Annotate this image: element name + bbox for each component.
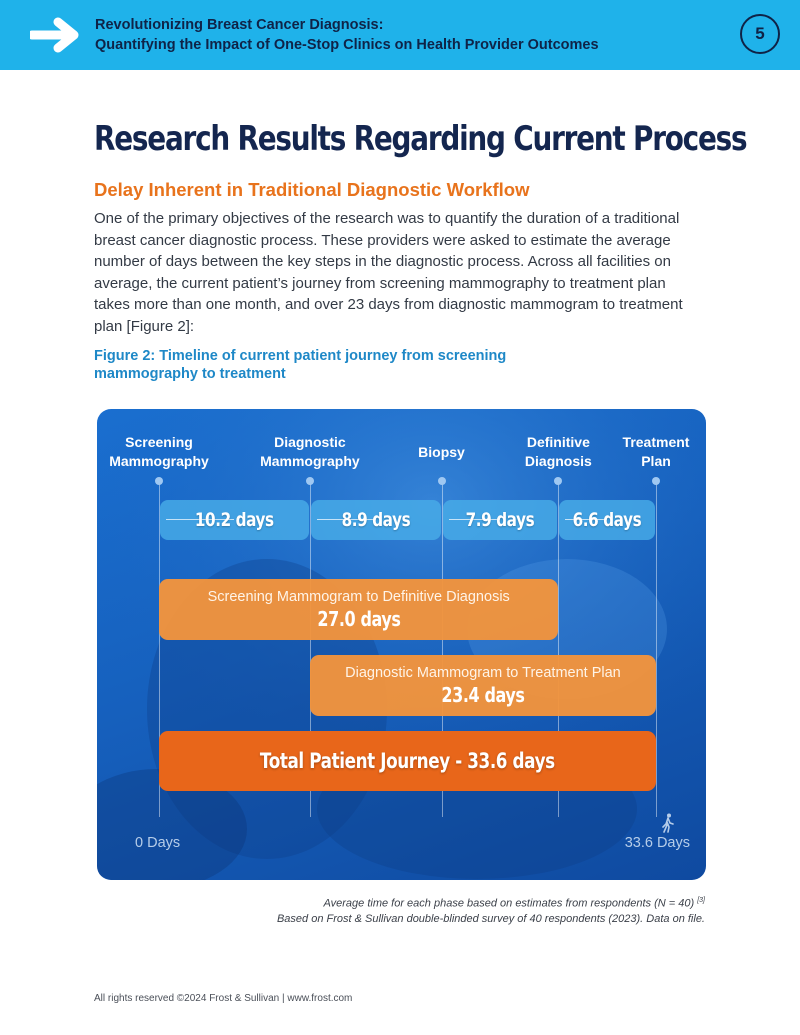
total-journey-label: Total Patient Journey - 33.6 days xyxy=(260,749,555,773)
stage-label-line2: Mammography xyxy=(260,453,360,469)
stage-label xyxy=(525,433,592,471)
stage-label-line2: Diagnosis xyxy=(524,453,592,469)
reference-marker: [3] xyxy=(697,897,705,904)
timeline-figure xyxy=(97,409,706,880)
segment-value-label: 6.6 days xyxy=(572,509,642,531)
stage-marker xyxy=(554,477,562,485)
stage-label xyxy=(109,433,209,471)
document-title xyxy=(95,15,599,55)
stage-marker xyxy=(652,477,660,485)
span-value-label: 27.0 days xyxy=(317,606,401,631)
document-title-line1: Revolutionizing Breast Cancer Diagnosis: xyxy=(95,17,384,33)
stage-label-line1: Biopsy xyxy=(418,444,465,460)
stage-label-line1: Diagnostic xyxy=(274,434,346,450)
segment-bar xyxy=(160,500,309,540)
arrow-right-icon xyxy=(30,17,80,53)
source-note-2: Based on Frost & Sullivan double-blinded survey of 40 respondents (2023). Data on file. xyxy=(276,913,705,925)
figure-caption-line1: Figure 2: Timeline of current patient journey from screening xyxy=(94,348,507,364)
axis-end-label: 33.6 Days xyxy=(624,835,690,851)
segment-value-label: 10.2 days xyxy=(195,509,274,531)
person-walking-icon xyxy=(660,813,676,833)
stage-marker xyxy=(155,477,163,485)
page-title: Research Results Regarding Current Process xyxy=(94,119,747,159)
total-journey-bar xyxy=(159,731,656,791)
stage-label-line1: Screening xyxy=(125,434,193,450)
stage-label xyxy=(418,443,465,462)
span-value-label: 23.4 days xyxy=(441,682,525,707)
segment-value-label: 7.9 days xyxy=(465,509,535,531)
stage-label-line1: Definitive xyxy=(526,434,590,450)
span-bar xyxy=(310,655,656,716)
timeline-chart xyxy=(97,409,706,880)
stage-label-line2: Mammography xyxy=(109,453,209,469)
section-heading: Delay Inherent in Traditional Diagnostic Workflow xyxy=(94,179,530,200)
segment-bar xyxy=(559,500,655,540)
footer-copyright: All rights reserved ©2024 Frost & Sullivan | www.frost.com xyxy=(94,993,353,1004)
stage-label xyxy=(623,433,690,471)
span-bar xyxy=(159,579,558,640)
span-label: Diagnostic Mammogram to Treatment Plan xyxy=(345,664,621,681)
segment-value-label: 8.9 days xyxy=(341,509,411,531)
stage-marker xyxy=(306,477,314,485)
segment-bar xyxy=(311,500,441,540)
stage-label-line2: Plan xyxy=(641,453,671,469)
page-number: 5 xyxy=(740,14,780,54)
figure-caption xyxy=(94,348,564,383)
stage-label-line1: Treatment xyxy=(622,434,690,450)
source-note-1-text: Average time for each phase based on estimates from respondents (N = 40) xyxy=(323,897,695,910)
stage-marker xyxy=(438,477,446,485)
span-label: Screening Mammogram to Definitive Diagnosis xyxy=(207,588,510,605)
segment-bar xyxy=(443,500,558,540)
stage-label xyxy=(260,433,360,471)
stage-gridline xyxy=(656,481,657,817)
axis-start-label: 0 Days xyxy=(135,835,181,851)
header-banner xyxy=(0,0,800,70)
body-paragraph: One of the primary objectives of the research was to quantify the duration of a traditional breast cancer diagnostic process. These providers were asked to estimate the average number of days between the key steps in the diagnostic process. Across all facilities on average, the current patient’s journey from screening mammography to treatment plan takes more than one month, and over 23 days from diagnostic mammogram to treatment plan [Figure 2]: xyxy=(94,210,683,335)
source-note-1 xyxy=(324,897,706,910)
document-title-line2: Quantifying the Impact of One-Stop Clinics on Health Provider Outcomes xyxy=(95,37,599,53)
figure-caption-line2: mammography to treatment xyxy=(94,365,286,382)
